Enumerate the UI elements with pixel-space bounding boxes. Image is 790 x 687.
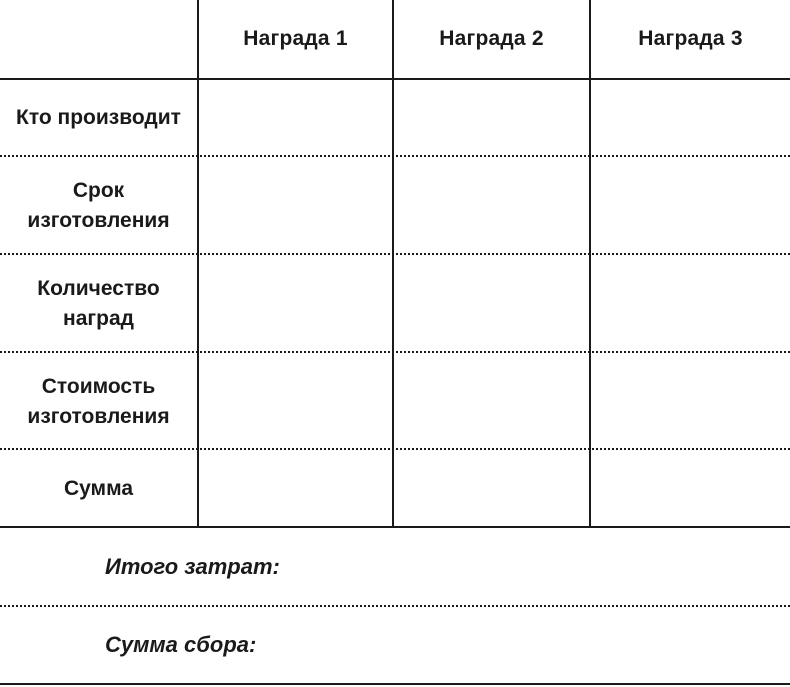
row-label-production-cost: Стоимость изготовления	[27, 374, 170, 428]
row-label-sum: Сумма	[63, 477, 134, 500]
column-header-reward-2: Награда 2	[439, 27, 544, 50]
column-header-reward-3: Награда 3	[638, 27, 743, 50]
row-divider-3	[0, 351, 790, 353]
column-header-reward-1: Награда 1	[243, 27, 348, 50]
row-label-reward-count: Количество наград	[37, 277, 160, 330]
row-divider-1	[0, 155, 790, 157]
row-divider-4	[0, 448, 790, 450]
column-divider-1	[197, 0, 199, 527]
column-divider-2	[392, 0, 394, 527]
row-label-producer: Кто производит	[16, 106, 181, 129]
row-divider-2	[0, 253, 790, 255]
footer-bottom-line	[0, 683, 790, 685]
collection-sum-label: Сумма сбора:	[105, 632, 257, 657]
total-costs-label: Итого затрат:	[105, 554, 280, 579]
header-divider-line	[0, 78, 790, 80]
column-divider-3	[589, 0, 591, 527]
row-label-production-time: Срок изготовления	[27, 179, 170, 232]
